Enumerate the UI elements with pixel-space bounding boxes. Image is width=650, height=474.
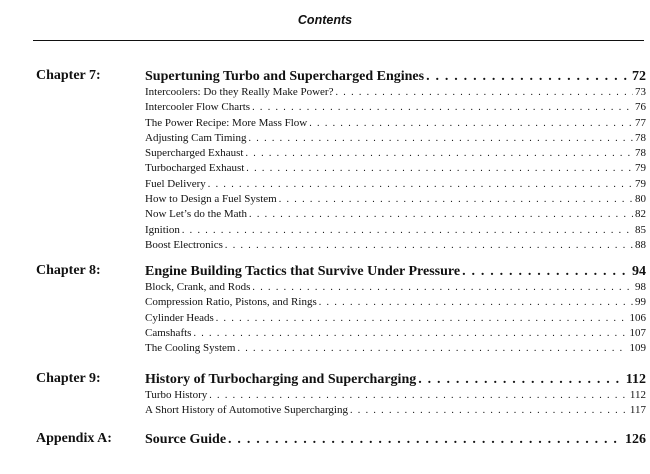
leader-dots xyxy=(335,85,633,100)
toc-entry[interactable] xyxy=(145,146,646,161)
page-number: 76 xyxy=(635,101,646,114)
page-number: 112 xyxy=(625,372,646,387)
toc-entry[interactable] xyxy=(145,116,646,131)
entry-title: Camshafts xyxy=(145,326,192,339)
entry-title: The Cooling System xyxy=(145,342,236,355)
leader-dots xyxy=(237,341,627,356)
leader-dots xyxy=(279,192,633,207)
page-number: 107 xyxy=(629,326,646,339)
leader-dots xyxy=(309,116,633,131)
leader-dots xyxy=(319,295,633,310)
entry-title: Turbo History xyxy=(145,389,208,401)
leader-dots xyxy=(252,280,633,295)
chapter-title-line[interactable] xyxy=(145,371,646,388)
page-number: 80 xyxy=(635,193,646,206)
page-number: 117 xyxy=(629,404,646,417)
entry-title: How to Design a Fuel System xyxy=(145,193,277,206)
toc-entry[interactable] xyxy=(145,388,646,403)
entry-title: Fuel Delivery xyxy=(145,177,206,190)
entry-title: Intercooler Flow Charts xyxy=(145,101,251,114)
chapter-title-line[interactable] xyxy=(145,431,646,448)
entry-title: Boost Electronics xyxy=(145,238,223,251)
entry-title: Supercharged Exhaust xyxy=(145,147,244,160)
toc-entry[interactable] xyxy=(145,326,646,341)
entry-title: The Power Recipe: More Mass Flow xyxy=(145,116,308,129)
toc-entry[interactable] xyxy=(145,177,646,192)
chapter-title-line[interactable] xyxy=(145,68,646,85)
page-number: 109 xyxy=(629,342,646,355)
chapter-body xyxy=(145,371,646,419)
entry-title: Ignition xyxy=(145,223,180,236)
page-number: 112 xyxy=(629,389,646,401)
page-number: 94 xyxy=(632,264,646,279)
leader-dots xyxy=(350,403,628,418)
leader-dots xyxy=(462,263,630,280)
toc-entry[interactable] xyxy=(145,192,646,207)
toc-entry[interactable] xyxy=(145,280,646,295)
chapter-title: Engine Building Tactics that Survive Under Pressure xyxy=(145,264,461,279)
leader-dots xyxy=(228,431,623,448)
leader-dots xyxy=(418,371,624,388)
leader-dots xyxy=(193,326,627,341)
entry-title: Adjusting Cam Timing xyxy=(145,131,247,144)
toc-entry[interactable] xyxy=(145,161,646,176)
entry-title: Block, Crank, and Rods xyxy=(145,281,251,293)
entry-title: Intercoolers: Do they Really Make Power? xyxy=(145,86,334,98)
leader-dots xyxy=(245,146,633,161)
page-number: 88 xyxy=(635,238,646,251)
entry-title: Cylinder Heads xyxy=(145,311,214,324)
page-number: 79 xyxy=(635,162,646,175)
chapter-label: Chapter 7: xyxy=(36,68,101,83)
toc-entry[interactable] xyxy=(145,85,646,100)
leader-dots xyxy=(209,388,628,403)
page-header: Contents xyxy=(297,13,353,27)
toc-entry[interactable] xyxy=(145,403,646,418)
toc-entry[interactable] xyxy=(145,238,646,253)
toc-entry[interactable] xyxy=(145,311,646,326)
page-number: 98 xyxy=(635,281,646,293)
chapter-label: Chapter 8: xyxy=(36,263,101,278)
page-number: 82 xyxy=(635,208,646,221)
entry-title: Now Let’s do the Math xyxy=(145,208,248,221)
toc-entry[interactable] xyxy=(145,295,646,310)
leader-dots xyxy=(216,311,628,326)
page-number: 73 xyxy=(635,86,646,98)
page-number: 85 xyxy=(635,223,646,236)
chapter-title-line[interactable] xyxy=(145,263,646,280)
header-rule xyxy=(33,40,644,41)
leader-dots xyxy=(246,161,633,176)
leader-dots xyxy=(208,177,633,192)
toc-entry[interactable] xyxy=(145,131,646,146)
leader-dots xyxy=(252,100,633,115)
chapter-body xyxy=(145,263,646,356)
toc-entry[interactable] xyxy=(145,341,646,356)
leader-dots xyxy=(248,131,633,146)
toc-entry[interactable] xyxy=(145,223,646,238)
chapter-title: Supertuning Turbo and Supercharged Engines xyxy=(145,69,425,84)
leader-dots xyxy=(426,68,630,85)
chapter-label: Chapter 9: xyxy=(36,371,101,386)
page-number: 72 xyxy=(632,69,646,84)
page-number: 78 xyxy=(635,131,646,144)
leader-dots xyxy=(182,223,633,238)
chapter-title: Source Guide xyxy=(145,432,227,447)
page-number: 99 xyxy=(635,296,646,309)
page-number: 79 xyxy=(635,177,646,190)
chapter-label: Appendix A: xyxy=(36,431,112,446)
entry-title: A Short History of Automotive Supercharging xyxy=(145,404,348,417)
page-number: 106 xyxy=(629,311,646,324)
toc-entry[interactable] xyxy=(145,207,646,222)
page-number: 78 xyxy=(635,147,646,160)
chapter-body xyxy=(145,431,646,448)
leader-dots xyxy=(225,238,633,253)
chapter-title: History of Turbocharging and Supercharging xyxy=(145,372,417,387)
toc-entry[interactable] xyxy=(145,100,646,115)
chapter-body xyxy=(145,68,646,253)
page-number: 126 xyxy=(625,432,646,447)
page-number: 77 xyxy=(635,116,646,129)
entry-title: Compression Ratio, Pistons, and Rings xyxy=(145,296,317,309)
leader-dots xyxy=(249,207,633,222)
entry-title: Turbocharged Exhaust xyxy=(145,162,245,175)
